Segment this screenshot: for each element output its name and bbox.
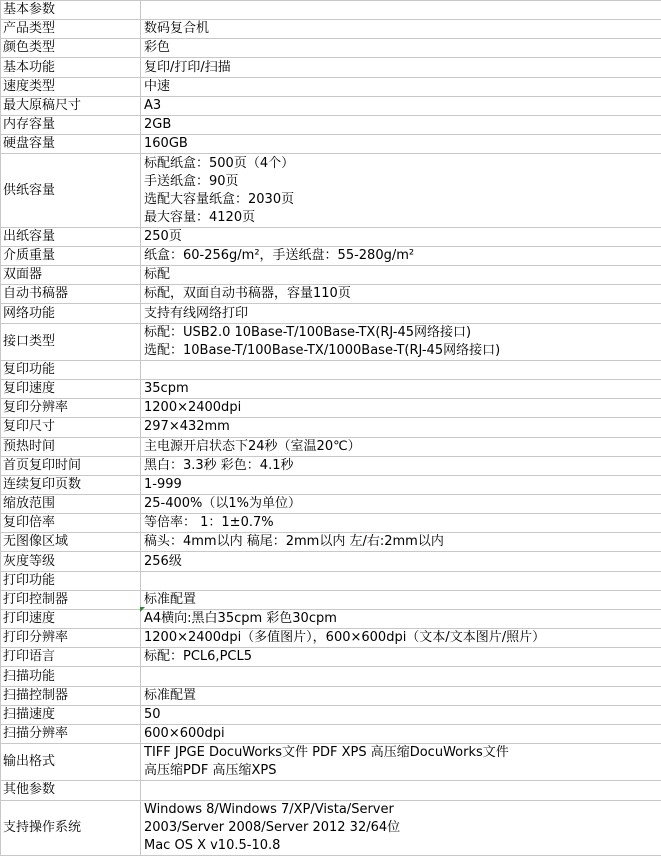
row-value[interactable]: A3 <box>141 96 661 115</box>
row-value[interactable]: 稿头：4mm以内 稿尾：2mm以内 左/右:2mm以内 <box>141 533 661 552</box>
row-value[interactable]: 标准配置 <box>141 686 661 705</box>
row-label[interactable]: 灰度等级 <box>1 552 141 571</box>
row-label[interactable]: 扫描分辨率 <box>1 724 141 743</box>
row-label[interactable]: 产品类型 <box>1 20 141 39</box>
row-value[interactable]: 主电源开启状态下24秒（室温20℃） <box>141 437 661 456</box>
row-label[interactable]: 预热时间 <box>1 437 141 456</box>
table-row <box>1 571 661 590</box>
row-value[interactable]: 彩色 <box>141 39 661 58</box>
table-row <box>1 590 661 609</box>
row-value[interactable]: 中速 <box>141 77 661 96</box>
row-value[interactable]: 纸盒：60-256g/m²，手送纸盘：55-280g/m² <box>141 247 661 266</box>
row-label[interactable]: 基本参数 <box>1 1 141 20</box>
table-row <box>1 744 661 781</box>
row-label[interactable]: 自动书稿器 <box>1 285 141 304</box>
row-label[interactable]: 复印尺寸 <box>1 418 141 437</box>
row-value[interactable]: 297×432mm <box>141 418 661 437</box>
row-value[interactable] <box>141 744 661 781</box>
table-row <box>1 648 661 667</box>
row-value[interactable]: 标准配置 <box>141 590 661 609</box>
table-row <box>1 475 661 494</box>
row-label[interactable]: 扫描速度 <box>1 705 141 724</box>
table-row <box>1 781 661 800</box>
row-label[interactable]: 打印分辨率 <box>1 629 141 648</box>
table-row <box>1 686 661 705</box>
row-value[interactable]: 2GB <box>141 115 661 134</box>
table-row <box>1 154 661 228</box>
row-label[interactable]: 打印语言 <box>1 648 141 667</box>
row-label[interactable]: 介质重量 <box>1 247 141 266</box>
row-label[interactable]: 复印速度 <box>1 380 141 399</box>
row-label[interactable]: 网络功能 <box>1 304 141 323</box>
table-row <box>1 533 661 552</box>
row-label[interactable]: 复印倍率 <box>1 514 141 533</box>
row-value-line: 最大容量：4120页 <box>144 209 256 225</box>
row-value-line: 标配：USB2.0 10Base-T/100Base-TX(RJ-45网络接口) <box>144 324 472 340</box>
row-value-line: Windows 8/Windows 7/XP/Vista/Server <box>144 801 394 817</box>
row-value-line: 高压缩PDF 高压缩XPS <box>144 763 277 779</box>
table-row <box>1 418 661 437</box>
row-label[interactable]: 打印功能 <box>1 571 141 590</box>
table-row <box>1 667 661 686</box>
row-value[interactable]: 25-400%（以1%为单位） <box>141 495 661 514</box>
row-label[interactable]: 接口类型 <box>1 323 141 360</box>
row-value[interactable]: 160GB <box>141 135 661 154</box>
table-row <box>1 39 661 58</box>
row-label[interactable]: 最大原稿尺寸 <box>1 96 141 115</box>
row-label[interactable]: 供纸容量 <box>1 154 141 228</box>
row-value[interactable] <box>141 154 661 228</box>
row-label[interactable]: 其他参数 <box>1 781 141 800</box>
table-row <box>1 456 661 475</box>
table-row <box>1 247 661 266</box>
row-value[interactable]: 1200×2400dpi（多值图片），600×600dpi（文本/文本图片/照片） <box>141 629 661 648</box>
row-value[interactable]: 1-999 <box>141 475 661 494</box>
row-label[interactable]: 速度类型 <box>1 77 141 96</box>
table-row <box>1 227 661 246</box>
row-value[interactable] <box>141 667 661 686</box>
row-value[interactable]: 黑白：3.3秒 彩色：4.1秒 <box>141 456 661 475</box>
row-value[interactable] <box>141 800 661 856</box>
table-row <box>1 323 661 360</box>
row-value-line: 手送纸盒：90页 <box>144 173 239 189</box>
row-value[interactable]: A4横向:黑白35cpm 彩色30cpm <box>141 609 661 628</box>
row-label[interactable]: 出纸容量 <box>1 227 141 246</box>
table-row <box>1 629 661 648</box>
row-label[interactable]: 基本功能 <box>1 58 141 77</box>
table-row <box>1 437 661 456</box>
spec-table-body <box>1 1 661 856</box>
table-row <box>1 724 661 743</box>
row-value[interactable] <box>141 571 661 590</box>
table-row <box>1 135 661 154</box>
row-value-line: 选配：10Base-T/100Base-TX/1000Base-T(RJ-45网络接口) <box>144 342 501 358</box>
row-value[interactable]: 支持有线网络打印 <box>141 304 661 323</box>
row-value-line: Mac OS X v10.5-10.8 <box>144 837 281 853</box>
table-row <box>1 96 661 115</box>
table-row <box>1 800 661 856</box>
row-value-line: 标配纸盒：500页（4个） <box>144 155 295 171</box>
row-label[interactable]: 扫描功能 <box>1 667 141 686</box>
table-row <box>1 1 661 20</box>
row-label[interactable]: 打印控制器 <box>1 590 141 609</box>
table-row <box>1 115 661 134</box>
table-row <box>1 77 661 96</box>
row-label[interactable]: 打印速度 <box>1 609 141 628</box>
table-row <box>1 380 661 399</box>
row-label[interactable]: 颜色类型 <box>1 39 141 58</box>
row-label[interactable]: 硬盘容量 <box>1 135 141 154</box>
row-label[interactable]: 双面器 <box>1 266 141 285</box>
row-label[interactable]: 缩放范围 <box>1 495 141 514</box>
row-value-line: TIFF JPGE DocuWorks文件 PDF XPS 高压缩DocuWorks文件 <box>144 745 509 761</box>
row-value[interactable]: 1200×2400dpi <box>141 399 661 418</box>
table-row <box>1 20 661 39</box>
table-row <box>1 705 661 724</box>
row-label[interactable]: 复印分辨率 <box>1 399 141 418</box>
row-value[interactable]: 数码复合机 <box>141 20 661 39</box>
row-value-line: 选配大容量纸盒：2030页 <box>144 191 295 207</box>
row-value[interactable]: 600×600dpi <box>141 724 661 743</box>
row-label[interactable]: 内存容量 <box>1 115 141 134</box>
table-row <box>1 495 661 514</box>
row-value[interactable]: 250页 <box>141 227 661 246</box>
row-value-line: 2003/Server 2008/Server 2012 32/64位 <box>144 819 401 835</box>
row-value[interactable]: 复印/打印/扫描 <box>141 58 661 77</box>
table-row <box>1 285 661 304</box>
row-value[interactable] <box>141 360 661 379</box>
table-row <box>1 399 661 418</box>
row-label[interactable]: 输出格式 <box>1 744 141 781</box>
table-row <box>1 58 661 77</box>
row-value[interactable] <box>141 781 661 800</box>
row-value[interactable] <box>141 1 661 20</box>
row-value[interactable]: 标配，双面自动书稿器，容量110页 <box>141 285 661 304</box>
row-value[interactable]: 标配 <box>141 266 661 285</box>
row-value[interactable]: 标配：PCL6,PCL5 <box>141 648 661 667</box>
row-value[interactable]: 等倍率： 1：1±0.7% <box>141 514 661 533</box>
table-row <box>1 360 661 379</box>
table-row <box>1 552 661 571</box>
row-label[interactable]: 复印功能 <box>1 360 141 379</box>
row-value[interactable]: 35cpm <box>141 380 661 399</box>
table-row <box>1 304 661 323</box>
table-row <box>1 514 661 533</box>
row-label[interactable]: 无图像区域 <box>1 533 141 552</box>
row-value[interactable] <box>141 323 661 360</box>
row-label[interactable]: 连续复印页数 <box>1 475 141 494</box>
row-label[interactable]: 支持操作系统 <box>1 800 141 856</box>
row-value[interactable]: 50 <box>141 705 661 724</box>
row-label[interactable]: 扫描控制器 <box>1 686 141 705</box>
row-value[interactable]: 256级 <box>141 552 661 571</box>
table-row <box>1 266 661 285</box>
row-label[interactable]: 首页复印时间 <box>1 456 141 475</box>
table-row <box>1 609 661 628</box>
cell-comment-marker <box>140 607 145 612</box>
